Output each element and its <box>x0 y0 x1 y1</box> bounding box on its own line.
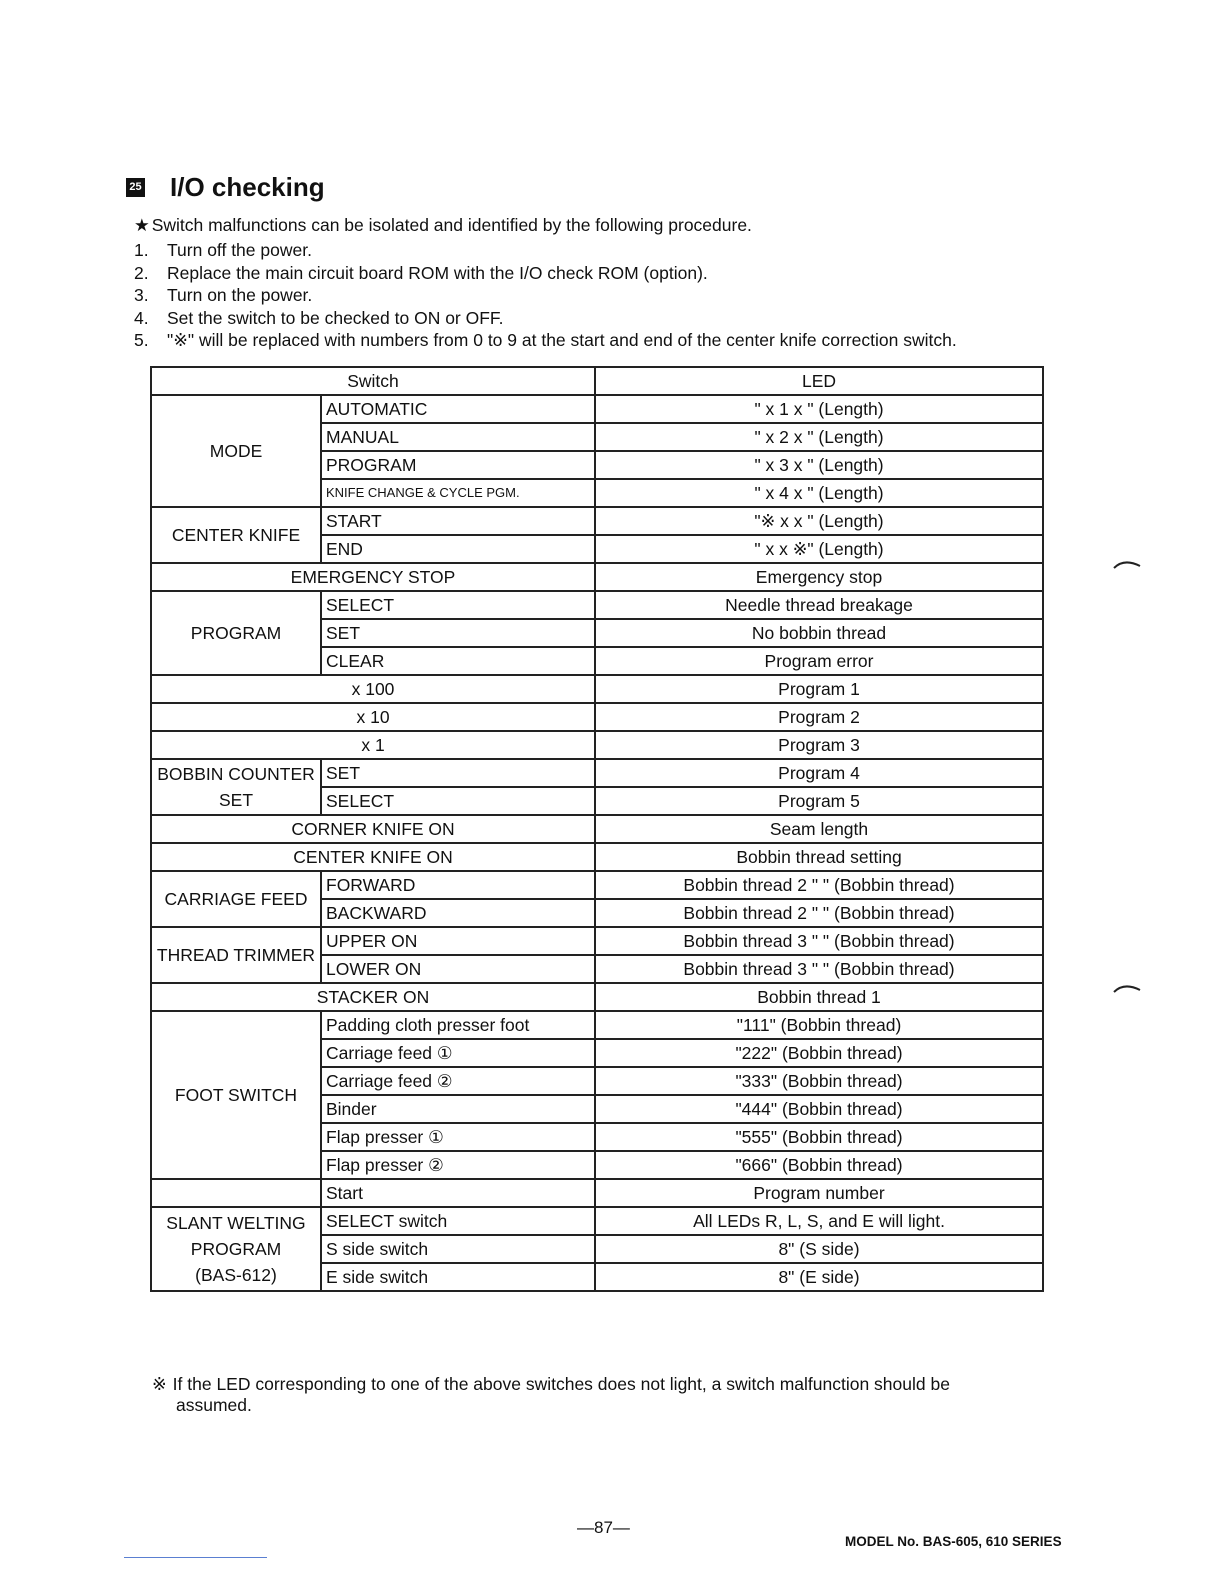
switch-cell: SET <box>321 619 595 647</box>
step-text: Turn off the power. <box>167 240 312 260</box>
led-cell: Program 4 <box>595 759 1043 787</box>
switch-cell: LOWER ON <box>321 955 595 983</box>
switch-cell: x 1 <box>151 731 595 759</box>
table-row <box>151 731 1043 759</box>
led-cell: Emergency stop <box>595 563 1043 591</box>
led-cell: "111" (Bobbin thread) <box>595 1011 1043 1039</box>
switch-cell: BACKWARD <box>321 899 595 927</box>
led-cell: Bobbin thread 2 " " (Bobbin thread) <box>595 899 1043 927</box>
led-cell: Bobbin thread 3 " " (Bobbin thread) <box>595 955 1043 983</box>
table-row <box>151 507 1043 535</box>
table-row <box>151 871 1043 899</box>
led-cell: "555" (Bobbin thread) <box>595 1123 1043 1151</box>
group-carriage-feed: CARRIAGE FEED <box>151 871 321 927</box>
step-item <box>134 307 957 330</box>
led-cell: "333" (Bobbin thread) <box>595 1067 1043 1095</box>
table-row <box>151 703 1043 731</box>
led-cell: "444" (Bobbin thread) <box>595 1095 1043 1123</box>
led-cell: Needle thread breakage <box>595 591 1043 619</box>
margin-mark-icon <box>1112 558 1142 570</box>
step-text: "※" will be replaced with numbers from 0 to 9 at the start and end of the center knife correction switch. <box>167 330 957 351</box>
led-cell: " x 2 x " (Length) <box>595 423 1043 451</box>
switch-cell: KNIFE CHANGE & CYCLE PGM. <box>321 479 595 507</box>
switch-cell: SELECT <box>321 591 595 619</box>
page-title: I/O checking <box>170 172 325 202</box>
group-slant-welting-program <box>151 1207 321 1291</box>
led-cell: " x 1 x " (Length) <box>595 395 1043 423</box>
switch-cell: E side switch <box>321 1263 595 1291</box>
header-switch: Switch <box>151 367 595 395</box>
led-cell: Program 2 <box>595 703 1043 731</box>
led-cell: " x 3 x " (Length) <box>595 451 1043 479</box>
table-row <box>151 1011 1043 1039</box>
switch-cell: x 10 <box>151 703 595 731</box>
switch-cell: CLEAR <box>321 647 595 675</box>
led-cell: 8" (E side) <box>595 1263 1043 1291</box>
switch-cell: x 100 <box>151 675 595 703</box>
switch-cell: MANUAL <box>321 423 595 451</box>
led-cell: "222" (Bobbin thread) <box>595 1039 1043 1067</box>
group-bobbin-counter-set <box>151 759 321 815</box>
switch-cell: UPPER ON <box>321 927 595 955</box>
table-header-row <box>151 367 1043 395</box>
intro-text: Switch malfunctions can be isolated and identified by the following procedure. <box>151 215 752 235</box>
page-number: —87— <box>577 1518 630 1537</box>
switch-cell: FORWARD <box>321 871 595 899</box>
io-check-table <box>150 366 1044 1292</box>
step-item <box>134 239 957 262</box>
switch-cell: END <box>321 535 595 563</box>
model-number: MODEL No. BAS-605, 610 SERIES <box>845 1534 1062 1549</box>
table-row <box>151 843 1043 871</box>
table-row <box>151 591 1043 619</box>
led-cell: Program 5 <box>595 787 1043 815</box>
switch-cell: Padding cloth presser foot <box>321 1011 595 1039</box>
step-number: 5. <box>134 330 149 351</box>
step-number: 2. <box>134 262 149 283</box>
table-row <box>151 395 1043 423</box>
step-item <box>134 284 957 307</box>
switch-cell: Binder <box>321 1095 595 1123</box>
group-thread-trimmer: THREAD TRIMMER <box>151 927 321 983</box>
led-cell: Bobbin thread 1 <box>595 983 1043 1011</box>
step-number: 1. <box>134 240 149 260</box>
switch-cell: STACKER ON <box>151 983 595 1011</box>
section-heading <box>126 172 325 203</box>
step-text: Turn on the power. <box>167 285 313 306</box>
star-icon: ★ <box>134 215 150 235</box>
footnote-continuation: assumed. <box>176 1395 252 1415</box>
switch-cell: Start <box>321 1179 595 1207</box>
step-number: 3. <box>134 285 149 306</box>
led-cell: Program error <box>595 647 1043 675</box>
group-line: SET <box>218 790 254 810</box>
step-number: 4. <box>134 307 149 328</box>
led-cell: Program 3 <box>595 731 1043 759</box>
empty-cell <box>151 1179 321 1207</box>
led-cell: No bobbin thread <box>595 619 1043 647</box>
switch-cell: CORNER KNIFE ON <box>151 815 595 843</box>
switch-cell: S side switch <box>321 1235 595 1263</box>
step-text: Replace the main circuit board ROM with the I/O check ROM (option). <box>167 262 708 283</box>
switch-cell: START <box>321 507 595 535</box>
led-cell: Seam length <box>595 815 1043 843</box>
step-item <box>134 262 957 285</box>
footer-rule <box>124 1557 267 1558</box>
footnote-line <box>152 1374 1072 1395</box>
switch-cell: Carriage feed ① <box>321 1039 595 1067</box>
group-center-knife: CENTER KNIFE <box>151 507 321 563</box>
group-mode: MODE <box>151 395 321 507</box>
switch-cell: Flap presser ① <box>321 1123 595 1151</box>
footnote <box>152 1374 1072 1416</box>
led-cell: " x x ※" (Length) <box>595 535 1043 563</box>
table-row <box>151 1179 1043 1207</box>
group-line: PROGRAM <box>190 1239 282 1259</box>
switch-cell: SELECT <box>321 787 595 815</box>
switch-cell: Flap presser ② <box>321 1151 595 1179</box>
step-text: Set the switch to be checked to ON or OFF. <box>167 307 504 328</box>
group-line: (BAS-612) <box>195 1265 277 1285</box>
table-row <box>151 759 1043 787</box>
led-cell: All LEDs R, L, S, and E will light. <box>595 1207 1043 1235</box>
table-row <box>151 815 1043 843</box>
procedure-steps <box>134 239 957 352</box>
table-row <box>151 1207 1043 1235</box>
led-cell: Bobbin thread 3 " " (Bobbin thread) <box>595 927 1043 955</box>
group-foot-switch: FOOT SWITCH <box>151 1011 321 1179</box>
led-cell: Program 1 <box>595 675 1043 703</box>
led-cell: " x 4 x " (Length) <box>595 479 1043 507</box>
group-program: PROGRAM <box>151 591 321 675</box>
led-cell: "666" (Bobbin thread) <box>595 1151 1043 1179</box>
section-number-icon: 25 <box>126 178 145 197</box>
group-line: SLANT WELTING <box>166 1213 306 1233</box>
switch-cell: SET <box>321 759 595 787</box>
footnote-text: If the LED corresponding to one of the above switches does not light, a switch malfunction should be <box>172 1374 950 1394</box>
header-led: LED <box>595 367 1043 395</box>
led-cell: 8" (S side) <box>595 1235 1043 1263</box>
table-row <box>151 675 1043 703</box>
switch-cell: CENTER KNIFE ON <box>151 843 595 871</box>
switch-cell: EMERGENCY STOP <box>151 563 595 591</box>
led-cell: "※ x x " (Length) <box>595 507 1043 535</box>
reference-mark-icon: ※ <box>152 1374 167 1394</box>
led-cell: Program number <box>595 1179 1043 1207</box>
margin-mark-icon <box>1112 982 1142 994</box>
switch-cell: AUTOMATIC <box>321 395 595 423</box>
table-row <box>151 927 1043 955</box>
led-cell: Bobbin thread setting <box>595 843 1043 871</box>
switch-cell: SELECT switch <box>321 1207 595 1235</box>
switch-cell: Carriage feed ② <box>321 1067 595 1095</box>
switch-cell: PROGRAM <box>321 451 595 479</box>
led-cell: Bobbin thread 2 " " (Bobbin thread) <box>595 871 1043 899</box>
group-line: BOBBIN COUNTER <box>157 764 315 784</box>
table-row <box>151 563 1043 591</box>
step-item <box>134 329 957 352</box>
table-row <box>151 983 1043 1011</box>
intro-line <box>134 214 752 237</box>
